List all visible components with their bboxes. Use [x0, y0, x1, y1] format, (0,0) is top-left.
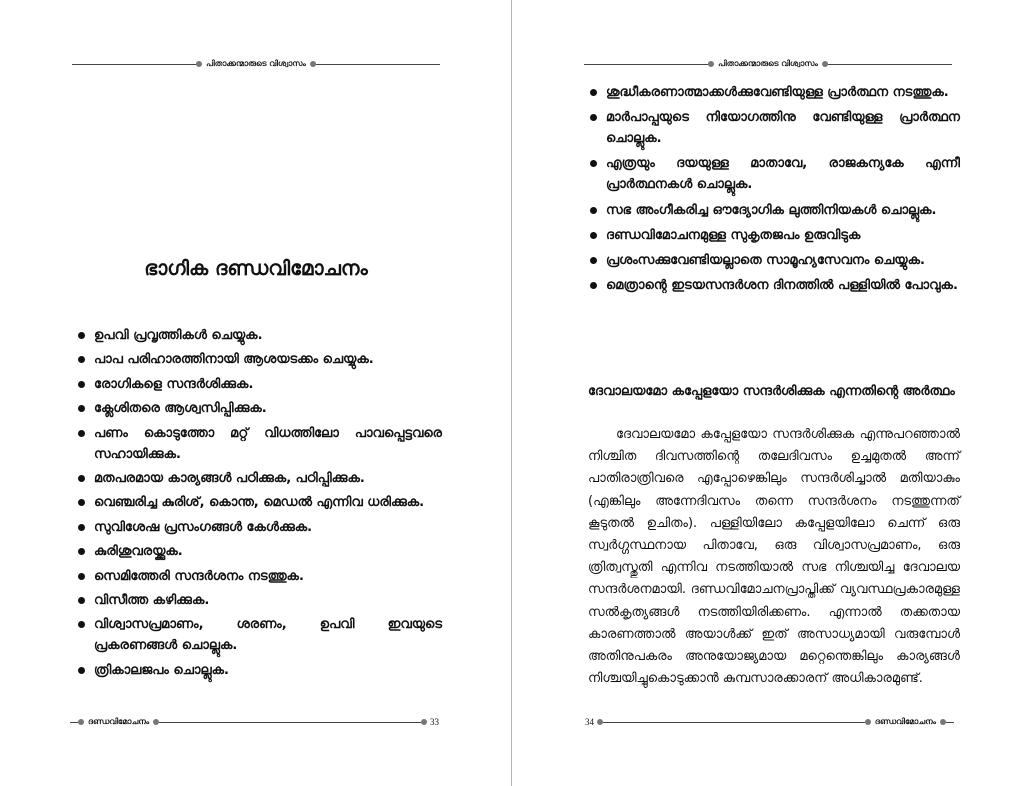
bullet-icon — [78, 381, 85, 388]
bullet-icon — [78, 430, 85, 437]
bullet-icon — [590, 114, 597, 121]
list-item — [76, 566, 442, 587]
list-item-text: എത്രയും ദയയുള്ള മാതാവേ, രാജകന്യകേ എന്നീ പ്രാർത്ഥനകൾ ചൊല്ലുക. — [606, 156, 960, 193]
list-item-text: പണം കൊടുത്തോ മറ്റ് വിധത്തിലോ പാവപ്പെട്ടവരെ സഹായിക്കുക. — [94, 425, 442, 462]
indulgence-list-continued — [588, 82, 960, 300]
bullet-icon — [78, 332, 85, 339]
list-item-text: സുവിശേഷ പ്രസംഗങ്ങൾ കേൾക്കുക. — [94, 519, 313, 535]
list-item — [588, 107, 960, 149]
list-item-text: വിശ്വാസപ്രമാണം, ശരണം, ഉപവി ഇവയുടെ പ്രകരണങ്ങൾ ചൊല്ലുക. — [94, 617, 442, 654]
running-header-text: പിതാക്കന്മാരുടെ വിശ്വാസം — [718, 59, 818, 68]
page-number: 34 — [585, 717, 594, 727]
list-item — [76, 541, 442, 562]
list-item-text: ഉപവി പ്രവൃത്തികൾ ചെയ്യുക. — [94, 328, 263, 343]
list-item — [588, 275, 960, 296]
list-item — [76, 492, 442, 513]
list-item-text: ത്രികാലജപം ചൊല്ലുക. — [94, 662, 229, 678]
list-item-text: പ്രശംസക്കുവേണ്ടിയല്ലാതെ സാമൂഹ്യസേവനം ചെയ്യുക. — [606, 252, 925, 268]
section-heading: ദേവാലയമോ കപ്പേളയോ സന്ദർശിക്കുക എന്നതിന്റെ അർത്ഥം — [588, 384, 955, 399]
bullet-icon — [590, 232, 597, 239]
bullet-icon — [78, 499, 85, 506]
running-header — [72, 58, 440, 70]
running-footer-text: ദണ്ഡവിമോചനം — [88, 717, 150, 726]
bullet-icon — [590, 207, 597, 214]
bullet-icon — [78, 548, 85, 555]
bullet-icon — [78, 597, 85, 604]
bullet-icon — [78, 356, 85, 363]
list-item — [588, 153, 960, 195]
list-item — [588, 200, 960, 221]
list-item-text: മതപരമായ കാര്യങ്ങൾ പഠിക്കുക, പഠിപ്പിക്കുക. — [94, 470, 365, 486]
list-item — [588, 82, 960, 103]
right-page — [512, 0, 1024, 786]
list-item-text: മെത്രാന്റെ ഇടയസന്ദർശന ദിനത്തിൽ പള്ളിയിൽ പോവുക. — [606, 278, 958, 294]
running-footer-text: ദണ്ഡവിമോചനം — [874, 717, 936, 726]
list-item — [588, 250, 960, 271]
list-item-text: പാപ പരിഹാരത്തിനായി ആശയടക്കം ചെയ്യുക. — [94, 352, 374, 368]
list-item-text: സഭ അംഗീകരിച്ച ഔദ്യോഗിക ലുത്തിനിയകൾ ചൊല്ലുക. — [606, 202, 937, 218]
header-rule — [72, 64, 196, 65]
bullet-icon — [590, 89, 597, 96]
footer-rule — [946, 722, 954, 723]
bullet-icon — [78, 524, 85, 531]
indulgence-list — [76, 325, 442, 684]
list-item-text: മാർപാപ്പയുടെ നിയോഗത്തിനു വേണ്ടിയുള്ള പ്രാർത്ഥന ചൊല്ലുക. — [606, 110, 960, 147]
running-footer — [582, 716, 954, 728]
list-item-text: വെഞ്ചരിച്ച കുരിശ്, കൊന്ത, മെഡൽ എന്നിവ ധരിക്കുക. — [94, 495, 425, 511]
list-item-text: കുരിശുവരയ്ക്കുക. — [94, 544, 183, 560]
header-rule — [316, 64, 440, 65]
list-item — [76, 614, 442, 656]
bullet-icon — [78, 405, 85, 412]
list-item — [76, 517, 442, 538]
list-item — [76, 325, 442, 346]
bullet-icon — [78, 621, 85, 628]
list-item-text: രോഗികളെ സന്ദർശിക്കുക. — [94, 376, 254, 392]
header-rule — [828, 64, 952, 65]
bullet-icon — [590, 257, 597, 264]
running-header — [584, 58, 952, 70]
running-header-text: പിതാക്കന്മാരുടെ വിശ്വാസം — [206, 59, 306, 68]
list-item — [588, 225, 960, 246]
chapter-title: ഭാഗിക ദണ്ഡവിമോചനം — [144, 256, 368, 280]
list-item — [76, 374, 442, 395]
header-rule — [584, 64, 708, 65]
list-item-text: വിസീത്ത കഴിക്കുക. — [94, 592, 210, 608]
running-footer — [70, 716, 442, 728]
list-item — [76, 590, 442, 611]
body-paragraph: ദേവാലയമോ കപ്പേളയോ സന്ദർശിക്കുക എന്നുപറഞ്ഞാൽ നിശ്ചിത ദിവസത്തിന്റെ തലേദിവസം ഉച്ചമുതൽ അന്ന് പാതിരാത്രിവരെ എപ്പോഴെങ്കിലും സന്ദർശിച്ചാൽ മതിയാകും (എങ്കിലും അന്നേദിവസം തന്നെ സന്ദർശനം നടത്തുന്നത് കൂടുതൽ ഉചിതം). പള്ളിയിലോ കപ്പേളയിലോ ചെന്ന് ഒരു സ്വർഗ്ഗസ്ഥനായ പിതാവേ, ഒരു വിശ്വാസപ്രമാണം, ഒരു ത്രിത്വസ്തുതി എന്നിവ നടത്തിയാൽ സഭ നിശ്ചയിച്ച ദേവാലയ സന്ദർശനമായി. ദണ്ഡവിമോചനപ്രാപ്തിക്ക് വ്യവസ്ഥപ്രകാരമുള്ള സൽകൃത്യങ്ങൾ നടത്തിയിരിക്കണം. എന്നാൽ തക്കതായ കാരണത്താൽ അയാൾക്ക് ഇത് അസാധ്യമായി വരുമ്പോൾ അതിനുപകരം അനുയോജ്യമായ മറ്റെന്തെങ്കിലും കാര്യങ്ങൾ നിശ്ചയിച്ചുകൊടുക്കാൻ കുമ്പസാരക്കാരന് അധികാരമുണ്ട്. — [588, 427, 960, 687]
list-item — [76, 468, 442, 489]
list-item-text: ദണ്ഡവിമോചനമുള്ള സുകൃതജപം ഉരുവിടുക — [606, 227, 861, 243]
bullet-icon — [590, 160, 597, 167]
list-item — [76, 423, 442, 465]
page-number: 33 — [430, 717, 439, 727]
list-item — [76, 349, 442, 370]
list-item-text: ശുദ്ധീകരണാത്മാക്കൾക്കുവേണ്ടിയുള്ള പ്രാർത്ഥന നടത്തുക. — [606, 85, 949, 100]
bullet-icon — [78, 475, 85, 482]
bullet-icon — [78, 573, 85, 580]
bullet-icon — [78, 667, 85, 674]
footer-rule — [70, 722, 78, 723]
list-item — [76, 660, 442, 681]
list-item-text: ക്ലേശിതരെ ആശ്വസിപ്പിക്കുക. — [94, 401, 267, 417]
list-item — [76, 398, 442, 419]
bullet-icon — [590, 282, 597, 289]
list-item-text: സെമിത്തേരി സന്ദർശനം നടത്തുക. — [94, 568, 304, 584]
footer-rule — [603, 722, 865, 723]
footer-rule — [159, 722, 421, 723]
